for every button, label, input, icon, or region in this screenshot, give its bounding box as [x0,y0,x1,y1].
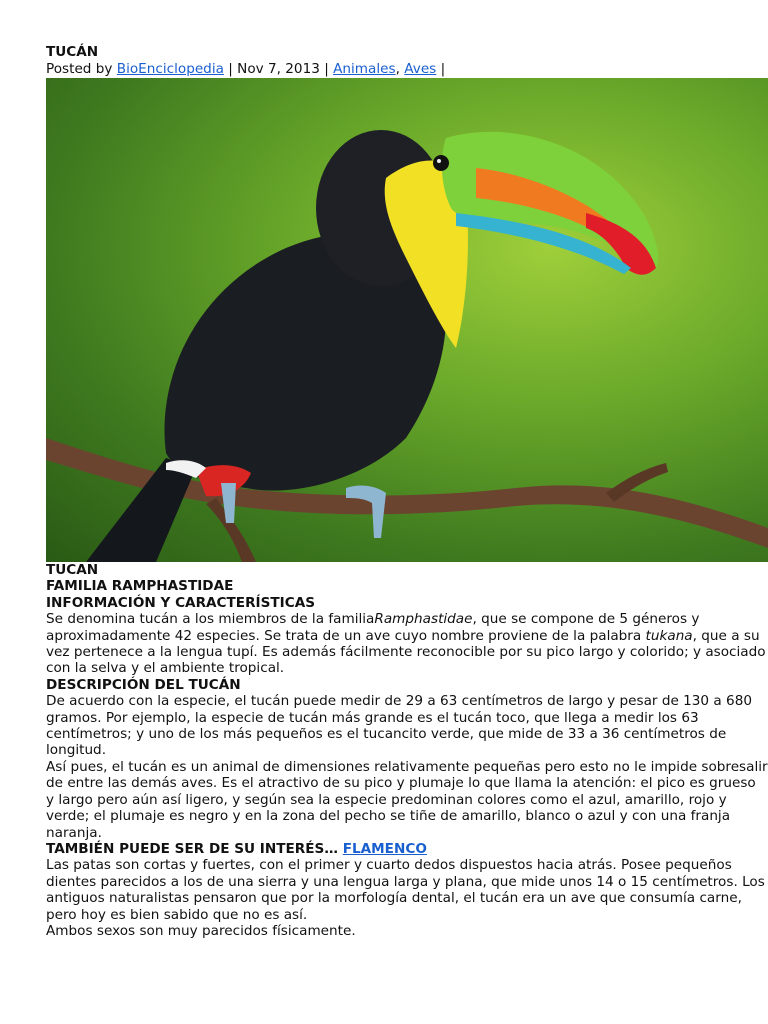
paragraph-intro: Se denomina tucán a los miembros de la familiaRamphastidae, que se compone de 5 géneros y aproximadamente 42 especies. Se trata de un ave cuyo nombre proviene de la palabra tukana, que a su vez pertenece a la lengua tupí. Es además fácilmente reconocible por su pico largo y colorido; y asociado con la selva y el ambiente tropical. [46,611,766,677]
heading-informacion: INFORMACIÓN Y CARACTERÍSTICAS [46,594,316,611]
toucan-illustration [46,78,768,562]
related-heading: TAMBIÉN PUEDE SER DE SU INTERÉS… FLAMENCO [46,840,427,857]
article [46,44,768,939]
paragraph-patas: Las patas son cortas y fuertes, con el primer y cuarto dedos dispuestos hacia atrás. Posee pequeños dientes parecidos a los de una sierra y una lengua larga y plana, que mide unos 14 o 15 centímetros. Los antiguos naturalistas pensaron que por la morfología dental, el tucán era un ave que consumía carne, pero hoy es bien sabido que no es así. [46,857,765,923]
flamenco-link[interactable]: FLAMENCO [342,840,427,857]
heading-descripcion: DESCRIPCIÓN DEL TUCÁN [46,676,241,693]
category-link-aves[interactable]: Aves [404,61,437,77]
category-link-animales[interactable]: Animales [333,61,396,77]
posted-by-label: Posted by [46,61,117,77]
post-meta: Posted by BioEnciclopedia | Nov 7, 2013 | Animales, Aves | [46,61,446,77]
paragraph-apariencia: Así pues, el tucán es un animal de dimensiones relativamente pequeñas pero esto no le impide sobresalir de entre las demás aves. Es el atractivo de su pico y plumaje lo que llama la atención: el pico es grueso y largo pero aún así ligero, y según sea la especie predominan colores como el azul, amarillo, rojo y verde; el plumaje es negro y en la zona del pecho se tiñe de amarillo, blanco o azul y con una franja naranja. [46,758,768,841]
paragraph-medidas: De acuerdo con la especie, el tucán puede medir de 29 a 63 centímetros de largo y pesar de 130 a 680 gramos. Por ejemplo, la especie de tucán más grande es el tucán toco, que llega a medir los 63 centímetros; y uno de los más pequeños es el tucancito verde, que mide de 33 a 36 centímetros de longitud. [46,693,752,759]
heading-tucan: TUCAN [46,562,99,578]
paragraph-sexos: Ambos sexos son muy parecidos físicamente. [46,922,356,939]
article-body [46,562,768,939]
date-text: | Nov 7, 2013 | [223,61,334,77]
heading-familia: FAMILIA RAMPHASTIDAE [46,578,234,595]
toucan-photo [46,78,768,562]
author-link[interactable]: BioEnciclopedia [116,61,224,77]
page-title: TUCÁN [46,44,99,60]
